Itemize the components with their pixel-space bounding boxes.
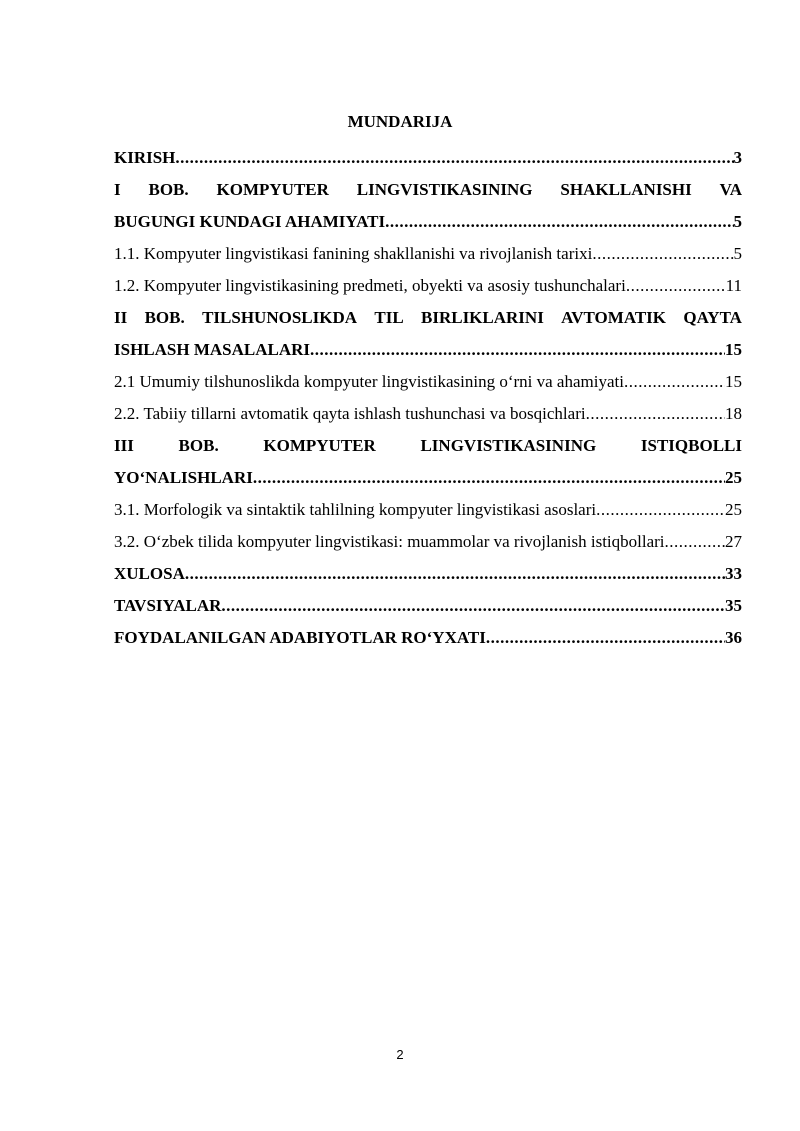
toc-page-number: 3 <box>733 148 742 167</box>
toc-page-number: 25 <box>725 468 742 487</box>
toc-page-number: 35 <box>725 596 742 615</box>
toc-entry-3-2[interactable] <box>114 526 742 558</box>
toc-entry-text: TAVSIYALAR <box>114 596 222 615</box>
toc-page-number: 33 <box>725 564 742 583</box>
toc-entry-1-2[interactable] <box>114 270 742 302</box>
toc-word: I <box>114 180 121 199</box>
table-of-contents <box>114 142 742 654</box>
toc-page-number: 15 <box>725 340 742 359</box>
toc-leader <box>486 622 725 654</box>
toc-entry-3-1[interactable] <box>114 494 742 526</box>
toc-word: TIL <box>374 308 404 327</box>
toc-entry-chapter2-line1[interactable] <box>114 302 742 334</box>
toc-page-number: 5 <box>733 212 742 231</box>
toc-entry-text: XULOSA <box>114 564 185 583</box>
toc-page-number: 15 <box>725 372 742 391</box>
toc-leader <box>596 494 725 526</box>
toc-word: BOB. <box>178 436 219 455</box>
toc-word: ISTIQBOLLI <box>640 436 742 455</box>
toc-word: VA <box>719 180 742 199</box>
toc-leader <box>221 590 725 622</box>
toc-page-number: 25 <box>725 500 742 519</box>
toc-leader <box>665 526 725 558</box>
toc-entry-chapter1-line1[interactable] <box>114 174 742 206</box>
toc-entry-adabiyotlar[interactable] <box>114 622 742 654</box>
toc-page-number: 36 <box>725 628 742 647</box>
toc-entry-2-1[interactable] <box>114 366 742 398</box>
toc-leader <box>175 142 733 174</box>
toc-entry-1-1[interactable] <box>114 238 742 270</box>
toc-word: III <box>114 436 134 455</box>
page-number: 2 <box>396 1047 404 1062</box>
toc-entry-text: ISHLASH MASALALARI <box>114 340 311 359</box>
toc-page-number: 18 <box>725 404 742 423</box>
toc-leader <box>626 270 726 302</box>
toc-word: AVTOMATIK <box>561 308 667 327</box>
toc-entry-tavsiyalar[interactable] <box>114 590 742 622</box>
toc-entry-chapter3-line2[interactable] <box>114 462 742 494</box>
toc-page-number: 5 <box>733 244 742 263</box>
toc-leader <box>592 238 733 270</box>
toc-word: LINGVISTIKASINING <box>420 436 597 455</box>
toc-entry-xulosa[interactable] <box>114 558 742 590</box>
toc-entry-text: 3.1. Morfologik va sintaktik tahlilning kompyuter lingvistikasi asoslari <box>114 500 597 519</box>
toc-entry-text: 2.1 Umumiy tilshunoslikda kompyuter lingvistikasining o‘rni va ahamiyati <box>114 372 624 391</box>
toc-entry-text: FOYDALANILGAN ADABIYOTLAR RO‘YXATI <box>114 628 486 647</box>
toc-page-number: 27 <box>725 532 742 551</box>
toc-word: SHAKLLANISHI <box>560 180 692 199</box>
toc-word: BIRLIKLARINI <box>421 308 544 327</box>
toc-entry-text: 2.2. Tabiiy tillarni avtomatik qayta ishlash tushunchasi va bosqichlari <box>114 404 586 423</box>
toc-word: LINGVISTIKASINING <box>356 180 533 199</box>
toc-word: QAYTA <box>683 308 742 327</box>
toc-entry-chapter2-line2[interactable] <box>114 334 742 366</box>
toc-entry-text: 3.2. O‘zbek tilida kompyuter lingvistikasi: muammolar va rivojlanish istiqbollari <box>114 532 665 551</box>
toc-word: BOB. <box>148 180 189 199</box>
toc-entry-text: 1.2. Kompyuter lingvistikasining predmeti, obyekti va asosiy tushunchalari <box>114 276 626 295</box>
toc-leader <box>624 366 725 398</box>
toc-leader <box>385 206 733 238</box>
toc-page-number: 11 <box>725 276 742 295</box>
toc-leader <box>253 462 725 494</box>
toc-entry-text: YO‘NALISHLARI <box>114 468 253 487</box>
toc-entry-text: 1.1. Kompyuter lingvistikasi fanining shakllanishi va rivojlanish tarixi <box>114 244 593 263</box>
toc-leader <box>310 334 725 366</box>
toc-heading: MUNDARIJA <box>347 112 453 131</box>
toc-entry-text: BUGUNGI KUNDAGI AHAMIYATI <box>114 212 386 231</box>
toc-entry-chapter1-line2[interactable] <box>114 206 742 238</box>
toc-word: TILSHUNOSLIKDA <box>202 308 358 327</box>
toc-entry-chapter3-line1[interactable] <box>114 430 742 462</box>
toc-leader <box>586 398 725 430</box>
toc-entry-2-2[interactable] <box>114 398 742 430</box>
toc-word: II <box>114 308 128 327</box>
toc-word: KOMPYUTER <box>216 180 329 199</box>
toc-entry-kirish[interactable] <box>114 142 742 174</box>
toc-word: BOB. <box>144 308 185 327</box>
toc-word: KOMPYUTER <box>263 436 376 455</box>
toc-entry-text: KIRISH <box>114 148 176 167</box>
toc-leader <box>185 558 725 590</box>
